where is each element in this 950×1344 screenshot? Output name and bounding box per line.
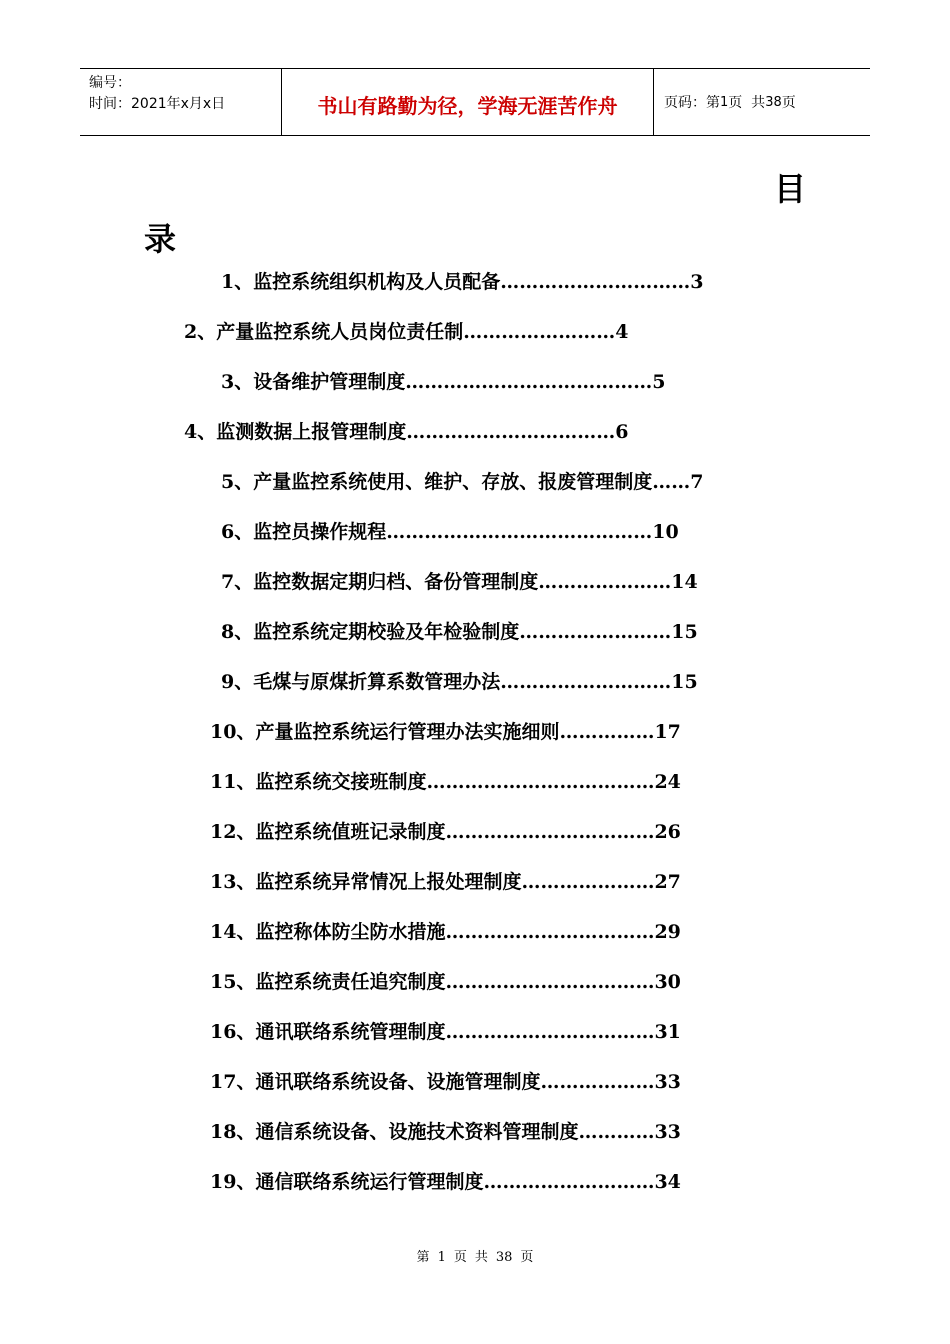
page-prefix: 页码：第 [664,95,720,111]
page-current: 1 [720,94,729,110]
time-label: 时间：2021年x月x日 [89,96,226,112]
toc-item-14[interactable]: 14、监控称体防尘防水措施……………………………29 [210,921,681,943]
toc-item-19[interactable]: 19、通信联络系统运行管理制度………………………34 [210,1171,681,1193]
toc-item-10[interactable]: 10、产量监控系统运行管理办法实施细则……………17 [210,721,681,743]
toc-title-part1: 目 [774,170,807,208]
toc-item-11[interactable]: 11、监控系统交接班制度………………………………24 [210,771,681,793]
footer-current: 1 [437,1250,446,1265]
page-mid: 页 共 [728,95,766,111]
toc-item-8[interactable]: 8、监控系统定期校验及年检验制度……………………15 [221,621,698,643]
toc-item-17[interactable]: 17、通讯联络系统设备、设施管理制度………………33 [210,1071,681,1093]
toc-item-1[interactable]: 1、监控系统组织机构及人员配备…………………………3 [221,271,704,293]
toc-item-3[interactable]: 3、设备维护管理制度…………………………………5 [221,371,666,393]
toc-item-5[interactable]: 5、产量监控系统使用、维护、存放、报废管理制度……7 [221,471,704,493]
page-header [80,68,870,136]
toc-item-6[interactable]: 6、监控员操作规程……………………………………10 [221,521,679,543]
footer-total: 38 [495,1250,513,1265]
page-total: 38 [765,94,782,110]
toc-item-18[interactable]: 18、通信系统设备、设施技术资料管理制度…………33 [210,1121,681,1143]
toc-item-2[interactable]: 2、产量监控系统人员岗位责任制……………………4 [184,321,629,343]
footer-suffix: 页 [520,1250,534,1265]
footer-prefix: 第 [416,1250,430,1265]
toc-item-13[interactable]: 13、监控系统异常情况上报处理制度…………………27 [210,871,681,893]
toc-title-part2: 录 [144,220,177,258]
page-footer [0,1246,950,1265]
header-page-info [654,69,870,135]
header-motto: 书山有路勤为径，学海无涯苦作舟 [282,69,654,135]
toc-item-7[interactable]: 7、监控数据定期归档、备份管理制度…………………14 [221,571,698,593]
toc-item-9[interactable]: 9、毛煤与原煤折算系数管理办法………………………15 [221,671,698,693]
footer-mid: 页 [453,1250,467,1265]
footer-total-label: 共 [474,1250,488,1265]
number-label: 编号： [89,75,131,91]
toc-item-12[interactable]: 12、监控系统值班记录制度……………………………26 [210,821,681,843]
toc-item-4[interactable]: 4、监测数据上报管理制度……………………………6 [184,421,629,443]
page-suffix: 页 [781,95,796,111]
toc-item-15[interactable]: 15、监控系统责任追究制度……………………………30 [210,971,681,993]
header-meta [80,69,282,135]
toc-item-16[interactable]: 16、通讯联络系统管理制度……………………………31 [210,1021,681,1043]
